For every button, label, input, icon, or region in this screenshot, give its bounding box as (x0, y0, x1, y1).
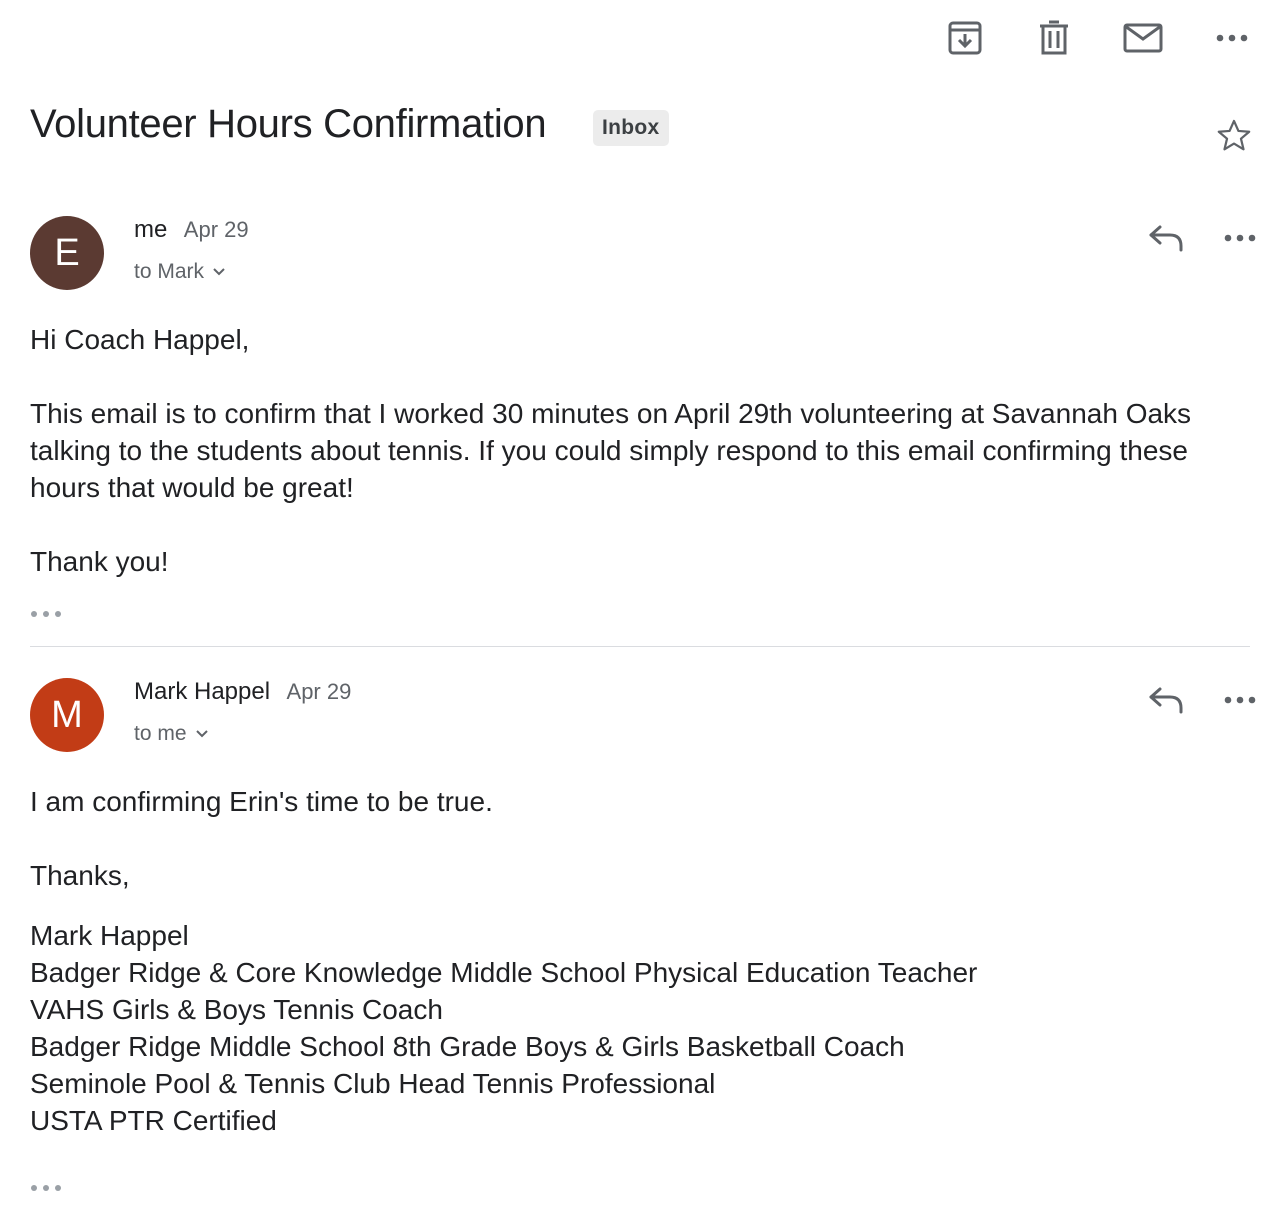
avatar-initial: M (51, 693, 83, 736)
chevron-down-icon (195, 729, 209, 739)
message-body (30, 321, 1250, 580)
archive-icon (947, 20, 983, 56)
signature-line: USTA PTR Certified (30, 1105, 277, 1136)
avatar[interactable] (30, 216, 104, 290)
message-more-button[interactable] (1216, 214, 1264, 262)
signature-line: Badger Ridge & Core Knowledge Middle School Physical Education Teacher (30, 957, 978, 988)
reply-button[interactable] (1142, 676, 1190, 724)
more-horizontal-icon (1216, 34, 1248, 42)
show-trimmed-content-button[interactable] (30, 604, 66, 624)
signature-line: Mark Happel (30, 920, 189, 951)
recipient-text: to Mark (134, 260, 205, 283)
more-horizontal-icon (1224, 234, 1256, 242)
sender-name: Mark Happel (134, 678, 271, 705)
show-trimmed-content-button[interactable] (30, 1178, 66, 1198)
sender-line (134, 216, 249, 244)
email-subject: Volunteer Hours Confirmation (30, 102, 547, 146)
recipient-text: to me (134, 722, 187, 745)
recipient-details-toggle[interactable] (134, 722, 209, 746)
message-1 (30, 216, 1250, 626)
reply-icon (1148, 685, 1184, 715)
archive-button[interactable] (941, 14, 989, 62)
message-divider (30, 646, 1250, 647)
thread-toolbar (900, 14, 1256, 62)
message-body (30, 783, 1250, 1139)
mark-unread-button[interactable] (1119, 14, 1167, 62)
message-date: Apr 29 (286, 679, 352, 704)
message-more-button[interactable] (1216, 676, 1264, 724)
sender-line (134, 678, 351, 706)
sender-name: me (134, 216, 168, 243)
closing-text: Thanks, (30, 860, 130, 891)
delete-button[interactable] (1030, 14, 1078, 62)
signature-line: Badger Ridge Middle School 8th Grade Boys & Girls Basketball Coach (30, 1031, 905, 1062)
message-date: Apr 29 (183, 217, 249, 242)
reply-icon (1148, 223, 1184, 253)
inbox-label-chip[interactable]: Inbox (593, 110, 669, 146)
chevron-down-icon (212, 267, 226, 277)
more-options-button[interactable] (1208, 14, 1256, 62)
signature-line: Seminole Pool & Tennis Club Head Tennis Professional (30, 1068, 716, 1099)
body-paragraph: This email is to confirm that I worked 30 minutes on April 29th volunteering at Savannah Oaks talking to the students about tennis. If you could simply respond to this email confirming these hours that would be great! (30, 398, 1192, 503)
avatar[interactable] (30, 678, 104, 752)
closing-text: Thank you! (30, 546, 169, 577)
trash-icon (1038, 20, 1070, 56)
star-icon (1215, 117, 1253, 155)
avatar-initial: E (54, 231, 80, 274)
mail-icon (1123, 23, 1163, 53)
subject-row (30, 100, 1256, 160)
greeting-text: Hi Coach Happel, (30, 324, 250, 355)
signature-line: VAHS Girls & Boys Tennis Coach (30, 994, 443, 1025)
body-line: I am confirming Erin's time to be true. (30, 786, 493, 817)
recipient-details-toggle[interactable] (134, 260, 226, 284)
message-2 (30, 678, 1250, 1208)
more-horizontal-icon (30, 610, 62, 618)
more-horizontal-icon (30, 1184, 62, 1192)
more-horizontal-icon (1224, 696, 1256, 704)
star-button[interactable] (1212, 114, 1256, 158)
reply-button[interactable] (1142, 214, 1190, 262)
